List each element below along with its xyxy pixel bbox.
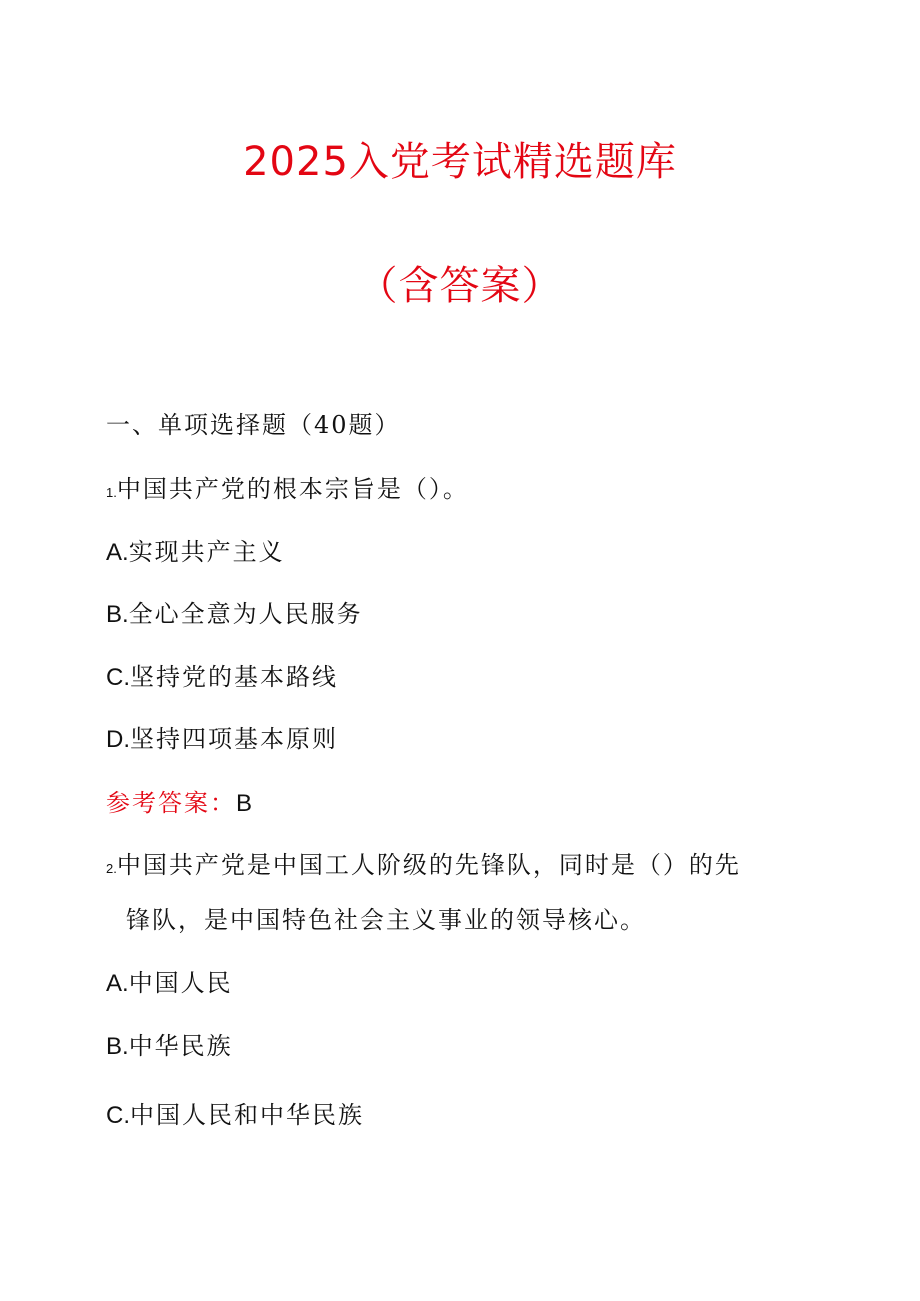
document-subtitle: （含答案） (357, 263, 563, 309)
question-number: 2. (106, 861, 117, 876)
option-1a (106, 535, 285, 570)
option-text: 中国人民 (128, 969, 233, 997)
option-letter: B. (106, 601, 129, 628)
question-text-line1: 中国共产党是中国工人阶级的先锋队，同时是（）的先 (116, 851, 741, 879)
option-2b (106, 1029, 233, 1064)
option-text: 坚持党的基本路线 (130, 663, 338, 691)
option-letter: B. (106, 1033, 129, 1060)
option-text: 实现共产主义 (128, 538, 285, 566)
option-text: 中国人民和中华民族 (130, 1101, 364, 1129)
option-text: 全心全意为人民服务 (128, 600, 363, 628)
question-1 (106, 472, 469, 510)
option-letter: A. (106, 539, 129, 566)
option-text: 中华民族 (128, 1032, 233, 1060)
question-text: 中国共产党的根本宗旨是（）。 (116, 475, 469, 503)
option-letter: C. (106, 1102, 130, 1129)
question-number: 1. (106, 485, 117, 500)
option-1b (106, 597, 363, 632)
answer-1 (106, 786, 252, 821)
option-1c (106, 660, 338, 695)
option-letter: A. (106, 970, 129, 997)
section-heading: 一、单项选择题（40题） (106, 411, 401, 439)
document-title: 2025入党考试精选题库 (243, 139, 677, 185)
option-1d (106, 722, 338, 757)
option-2a (106, 966, 233, 1001)
option-letter: C. (106, 664, 130, 691)
answer-value: B (236, 790, 253, 817)
option-text: 坚持四项基本原则 (130, 725, 338, 753)
question-2 (106, 848, 741, 886)
option-2c (106, 1098, 364, 1133)
option-letter: D. (106, 726, 130, 753)
answer-label: 参考答案： (106, 789, 236, 817)
question-2-continuation: 锋队，是中国特色社会主义事业的领导核心。 (126, 906, 646, 934)
